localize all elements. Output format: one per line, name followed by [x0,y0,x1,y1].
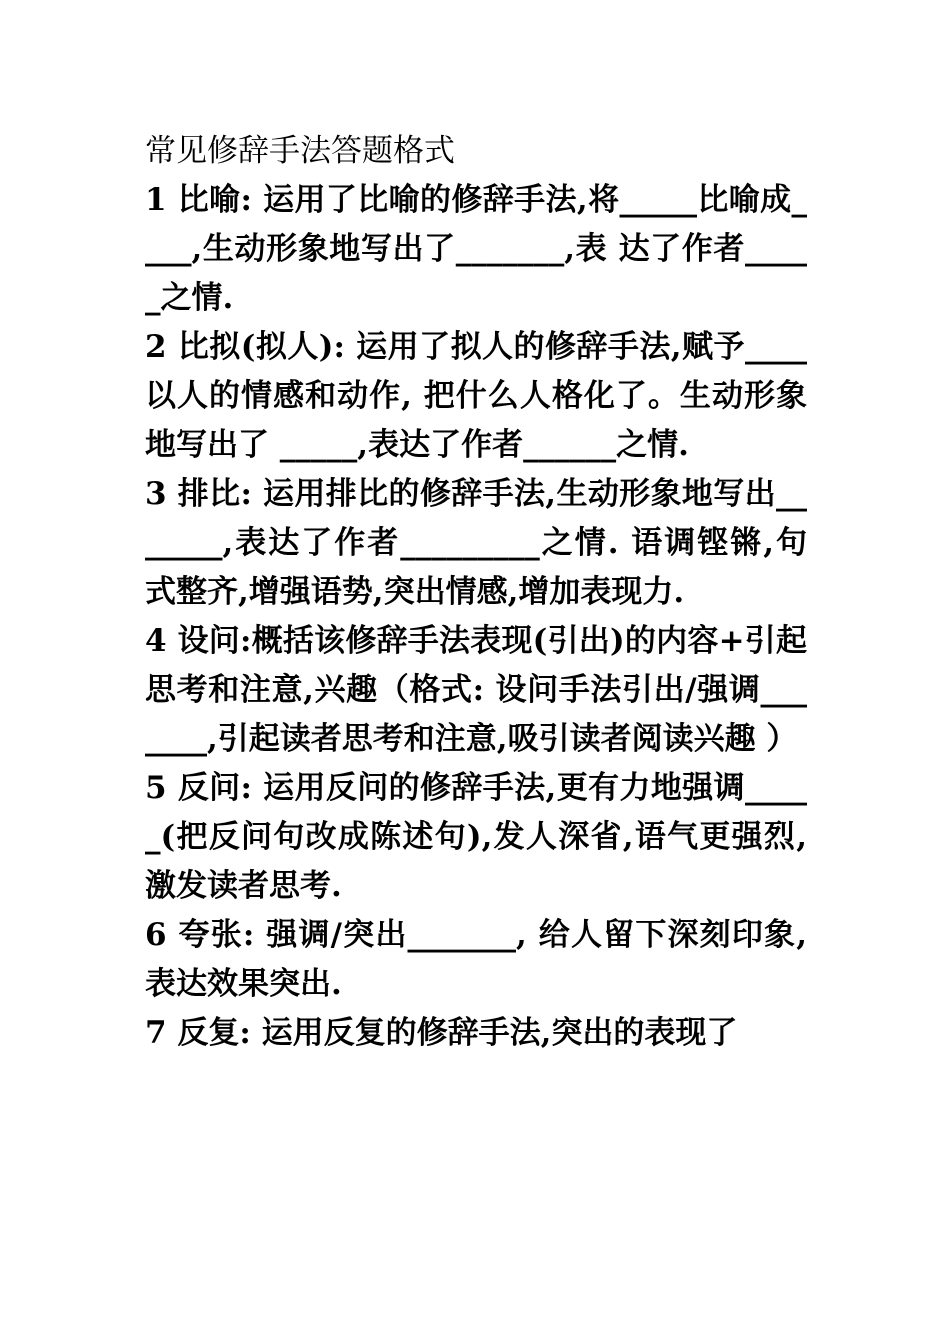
paragraph-rhetorical-question: 5 反问: 运用反问的修辞手法,更有力地强调_____(把反问句改成陈述句),发人深省,语气更强烈,激发读者思考. [145,770,807,904]
paragraph-personification: 2 比拟(拟人): 运用了拟人的修辞手法,赋予____以人的情感和动作, 把什么人格化了。生动形象地写出了 _____,表达了作者______之情. [145,329,807,463]
paragraph-metaphor: 1 比喻: 运用了比喻的修辞手法,将_____比喻成____,生动形象地写出了_______,表 达了作者_____之情. [145,182,807,316]
document-page [145,127,807,1058]
paragraph-parallelism: 3 排比: 运用排比的修辞手法,生动形象地写出_______,表达了作者_________之情. 语调铿锵,句式整齐,增强语势,突出情感,增加表现力. [145,476,807,610]
paragraph-hyperbole: 6 夸张: 强调/突出_______, 给人留下深刻印象,表达效果突出. [145,917,807,1002]
paragraph-repetition: 7 反复: 运用反复的修辞手法,突出的表现了 [145,1015,738,1051]
paragraph-rhetorical-question-setup: 4 设问:概括该修辞手法表现(引出)的内容+引起思考和注意,兴趣（格式: 设问手法引出/强调_______,引起读者思考和注意,吸引读者阅读兴趣 ） [145,623,807,757]
document-title: 常见修辞手法答题格式 [145,133,455,169]
